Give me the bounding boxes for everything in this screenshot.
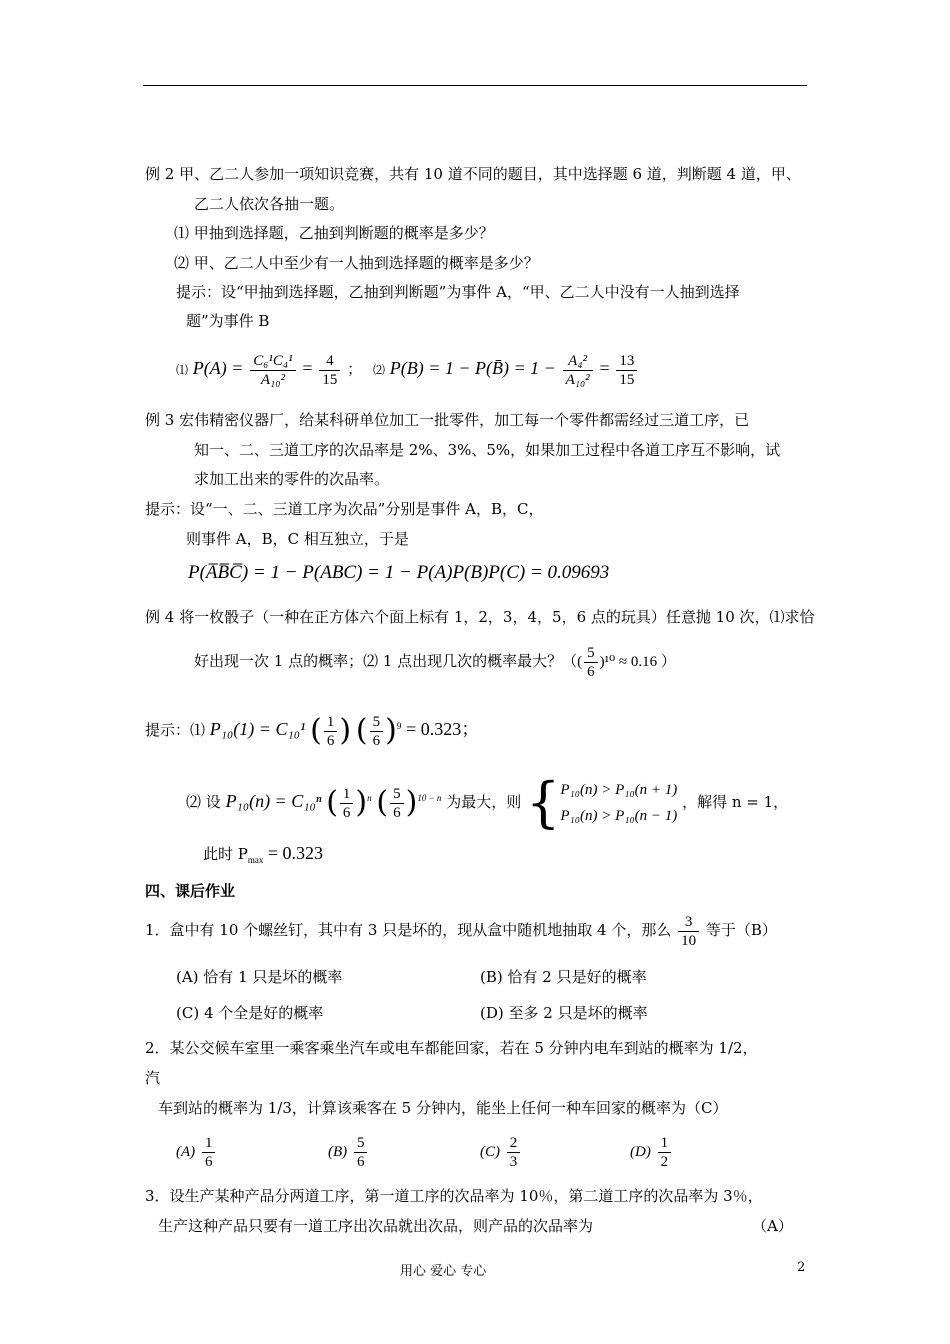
hw-q1-den: 10 xyxy=(681,932,697,949)
hw-q2-d-fraction xyxy=(658,1134,672,1171)
ex2-f2-rden: 15 xyxy=(619,371,635,388)
ex2-f2-rnum: 13 xyxy=(616,352,637,371)
ex2-f2-fraction xyxy=(563,352,593,389)
ex2-f1-fraction xyxy=(250,352,295,389)
ex4-hint2-sys2: P₁₀(n) > P₁₀(n − 1) xyxy=(560,808,678,824)
hw-q2-c-fraction xyxy=(507,1134,521,1171)
ex4-line2-den: 6 xyxy=(587,663,595,680)
hw-q1-num: 3 xyxy=(678,913,699,932)
ex4-hint2-frac-b: $\frac{5}{6}$ xyxy=(390,785,404,822)
ex2-f1-rnum: 4 xyxy=(319,352,340,371)
ex4-hint2-tail: ，解得 n = 1， xyxy=(682,793,789,811)
hw-q2-b-fraction xyxy=(354,1134,368,1171)
footer-motto: 用心 爱心 专心 xyxy=(400,1264,487,1279)
ex2-f2-eq: = xyxy=(599,358,610,378)
hw-q2-d-label: (D) xyxy=(630,1144,651,1160)
ex3-line3: 求加工出来的零件的次品率。 xyxy=(194,470,390,488)
ex2-f1-sep: ； xyxy=(347,360,363,378)
hw-q2-c-num: 2 xyxy=(507,1134,521,1153)
ex4-hint-label: 提示：⑴ xyxy=(145,721,206,739)
ex2-formula xyxy=(176,343,639,393)
hw-q1-tail: 等于（B） xyxy=(705,921,777,939)
ex4-hint2-exp-a: n xyxy=(367,793,372,803)
hw-q3-line2: 生产这种产品只要有一道工序出次品就出次品，则产品的次品率为 xyxy=(158,1217,594,1235)
ex4-hint3-sub: max xyxy=(247,855,264,865)
hw-q1-option-c: (C) 4 个全是好的概率 xyxy=(176,1004,324,1022)
hw-q2-b-den: 6 xyxy=(356,1153,365,1170)
hw-q2-c-label: (C) xyxy=(480,1144,500,1160)
hw-q2-c-den: 3 xyxy=(509,1153,518,1170)
ex4-hint-f1-frac-a xyxy=(324,713,338,750)
ex2-line2: 乙二人依次各抽一题。 xyxy=(194,195,345,213)
hw-q2-option-a xyxy=(176,1128,217,1174)
ex2-f2-lhs: P(B) = 1 − P(B̄) = 1 − xyxy=(389,358,556,378)
hw-q2-line1: 2．某公交候车室里一乘客乘坐汽车或电车都能回家，若在 5 分钟内电车到站的概率为 1/2， xyxy=(145,1039,758,1057)
ex2-f1-num: C₆¹C₄¹ xyxy=(250,352,295,371)
ex4-hint-f1-res: = 0.323； xyxy=(406,719,480,739)
ex4-hint-f1-b-den: 6 xyxy=(372,732,381,749)
hw-q2-b-num: 5 xyxy=(354,1134,368,1153)
ex3-line1: 例 3 宏伟精密仪器厂，给某科研单位加工一批零件，加工每一个零件都需经过三道工序，已 xyxy=(145,411,750,429)
ex2-q2: ⑵ 甲、乙二人中至少有一人抽到选择题的概率是多少？ xyxy=(174,254,539,272)
hw-q1 xyxy=(145,908,777,952)
hw-q1-option-d: (D) 至多 2 只是坏的概率 xyxy=(480,1004,648,1022)
hw-q2-d-den: 2 xyxy=(660,1153,669,1170)
ex3-line2: 知一、二、三道工序的次品率是 2%、3%、5%，如果加工过程中各道工序互不影响，试 xyxy=(194,441,781,459)
hw-q2-option-c xyxy=(480,1128,522,1174)
hw-q2-line3: 车到站的概率为 1/3，计算该乘客在 5 分钟内，能坐上任何一种车回家的概率为（C） xyxy=(158,1099,728,1117)
ex2-hint2: 题”为事件 B xyxy=(186,312,270,330)
hw-q2-a-fraction xyxy=(202,1134,216,1171)
ex4-line2-num: 5 xyxy=(584,644,598,663)
ex2-line1: 例 2 甲、乙二人参加一项知识竞赛，共有 10 道不同的题目，其中选择题 6 道，判断题 4 道，甲、 xyxy=(145,165,801,183)
ex4-hint3 xyxy=(203,843,323,865)
ex4-line2-tail: )¹⁰ ≈ 0.16 ） xyxy=(599,654,676,670)
ex4-line2-text: 好出现一次 1 点的概率；⑵ 1 点出现几次的概率最大？（ xyxy=(194,652,578,670)
hw-q1-fraction xyxy=(678,913,699,950)
hw-q2-a-label: (A) xyxy=(176,1144,196,1160)
ex4-hint2-label: ⑵ 设 xyxy=(186,793,221,811)
hw-q2-d-num: 1 xyxy=(658,1134,672,1153)
ex4-hint3-text: 此时 P xyxy=(203,845,248,863)
ex4-hint-f1-lhs: P₁₀(1) = C₁₀¹ xyxy=(209,719,306,739)
ex4-hint-f1-a-den: 6 xyxy=(326,732,335,749)
hw-q2-b-label: (B) xyxy=(328,1144,348,1160)
ex4-hint2-frac-a: $\frac{1}{6}$ xyxy=(340,785,354,822)
page-number: 2 xyxy=(797,1260,806,1275)
hw-q2-a-num: 1 xyxy=(202,1134,216,1153)
header-rule xyxy=(143,85,807,86)
ex4-hint2: ⑵ 设 P₁₀(n) = C₁₀ⁿ ( $\frac{1}{6}$ )$^n$ ( $\frac{5}{6}$ )$^{10 - n}$ 为最大，则 { P₁₀(n) > P₁₀(n + 1) P₁₀(n) > P₁₀(n − 1) ，解得 n = 1， xyxy=(186,771,789,834)
hw-q1-option-b: (B) 恰有 2 只是好的概率 xyxy=(480,968,647,986)
section-title: 四、课后作业 xyxy=(145,882,236,900)
hw-q2-option-b xyxy=(328,1128,369,1174)
hw-q1-option-a: (A) 恰有 1 只是坏的概率 xyxy=(176,968,343,986)
ex4-hint-f1-exp: 9 xyxy=(396,721,402,731)
hw-q2-option-d xyxy=(630,1128,673,1174)
ex4-hint2-exp-b: 10 − n xyxy=(417,793,442,803)
hw-q3-line1: 3．设生产某种产品分两道工序，第一道工序的次品率为 10％，第二道工序的次品率为 3％， xyxy=(145,1187,763,1205)
ex2-f2-label: ⑵ xyxy=(372,363,385,377)
ex4-line2-fraction xyxy=(584,644,598,681)
ex2-f2-den: A₁₀² xyxy=(565,371,590,388)
ex3-formula: P(A̅B̅C̅) = 1 − P(ABC) = 1 − P(A)P(B)P(C) = 0.09693 xyxy=(188,562,610,583)
ex4-hint2-lhs: P₁₀(n) = C₁₀ⁿ xyxy=(225,791,322,811)
ex2-f1-eq: = xyxy=(302,358,313,378)
hw-q1-text: 1．盒中有 10 个螺丝钉，其中有 3 只是坏的，现从盒中随机地抽取 4 个，那么 xyxy=(145,921,672,939)
ex4-hint-f1-b-num: 5 xyxy=(370,713,384,732)
ex4-hint3-val: = 0.323 xyxy=(263,843,324,863)
ex2-f2-num: A₄² xyxy=(563,352,593,371)
ex4-hint-f1-a-num: 1 xyxy=(324,713,338,732)
ex2-f2-result xyxy=(616,352,637,389)
ex4-hint1: 提示：⑴ P₁₀(1) = C₁₀¹ ( $\frac{1}{6}$ ) ( $\frac{5}{6}$ )$^9$ = 0.323； xyxy=(145,713,480,749)
ex2-f1-label: ⑴ xyxy=(176,363,189,377)
ex2-q1: ⑴ 甲抽到选择题，乙抽到判断题的概率是多少？ xyxy=(174,224,494,242)
ex4-hint-f1-frac-b xyxy=(370,713,384,750)
hw-q3-answer: （A） xyxy=(752,1217,793,1235)
ex2-f1-result xyxy=(319,352,340,389)
ex3-hint1: 提示：设“一、二、三道工序为次品”分别是事件 A，B，C， xyxy=(145,500,544,518)
hw-q2-line2: 汽 xyxy=(145,1069,161,1087)
hw-q2-a-den: 6 xyxy=(204,1153,213,1170)
ex2-hint1: 提示：设“甲抽到选择题，乙抽到判断题”为事件 A，“甲、乙二人中没有一人抽到选择 xyxy=(176,283,740,301)
ex4-line1: 例 4 将一枚骰子（一种在正方体六个面上标有 1，2，3，4，5，6 点的玩具）任意抛 10 次，⑴求恰 xyxy=(145,608,815,626)
ex4-hint2-mid: 为最大，则 xyxy=(446,793,522,811)
ex3-hint2: 则事件 A，B，C 相互独立，于是 xyxy=(186,530,409,548)
ex2-f1-den: A₁₀² xyxy=(260,371,285,388)
ex2-f1-lhs: P(A) = xyxy=(192,358,244,378)
ex4-hint2-sys1: P₁₀(n) > P₁₀(n + 1) xyxy=(560,782,678,798)
ex2-f1-rden: 15 xyxy=(322,371,338,388)
ex4-hint2-system xyxy=(560,777,677,829)
ex4-line2: 好出现一次 1 点的概率；⑵ 1 点出现几次的概率最大？（( $\frac{5}{6}$ )¹⁰ ≈ 0.16 ） xyxy=(194,644,676,680)
